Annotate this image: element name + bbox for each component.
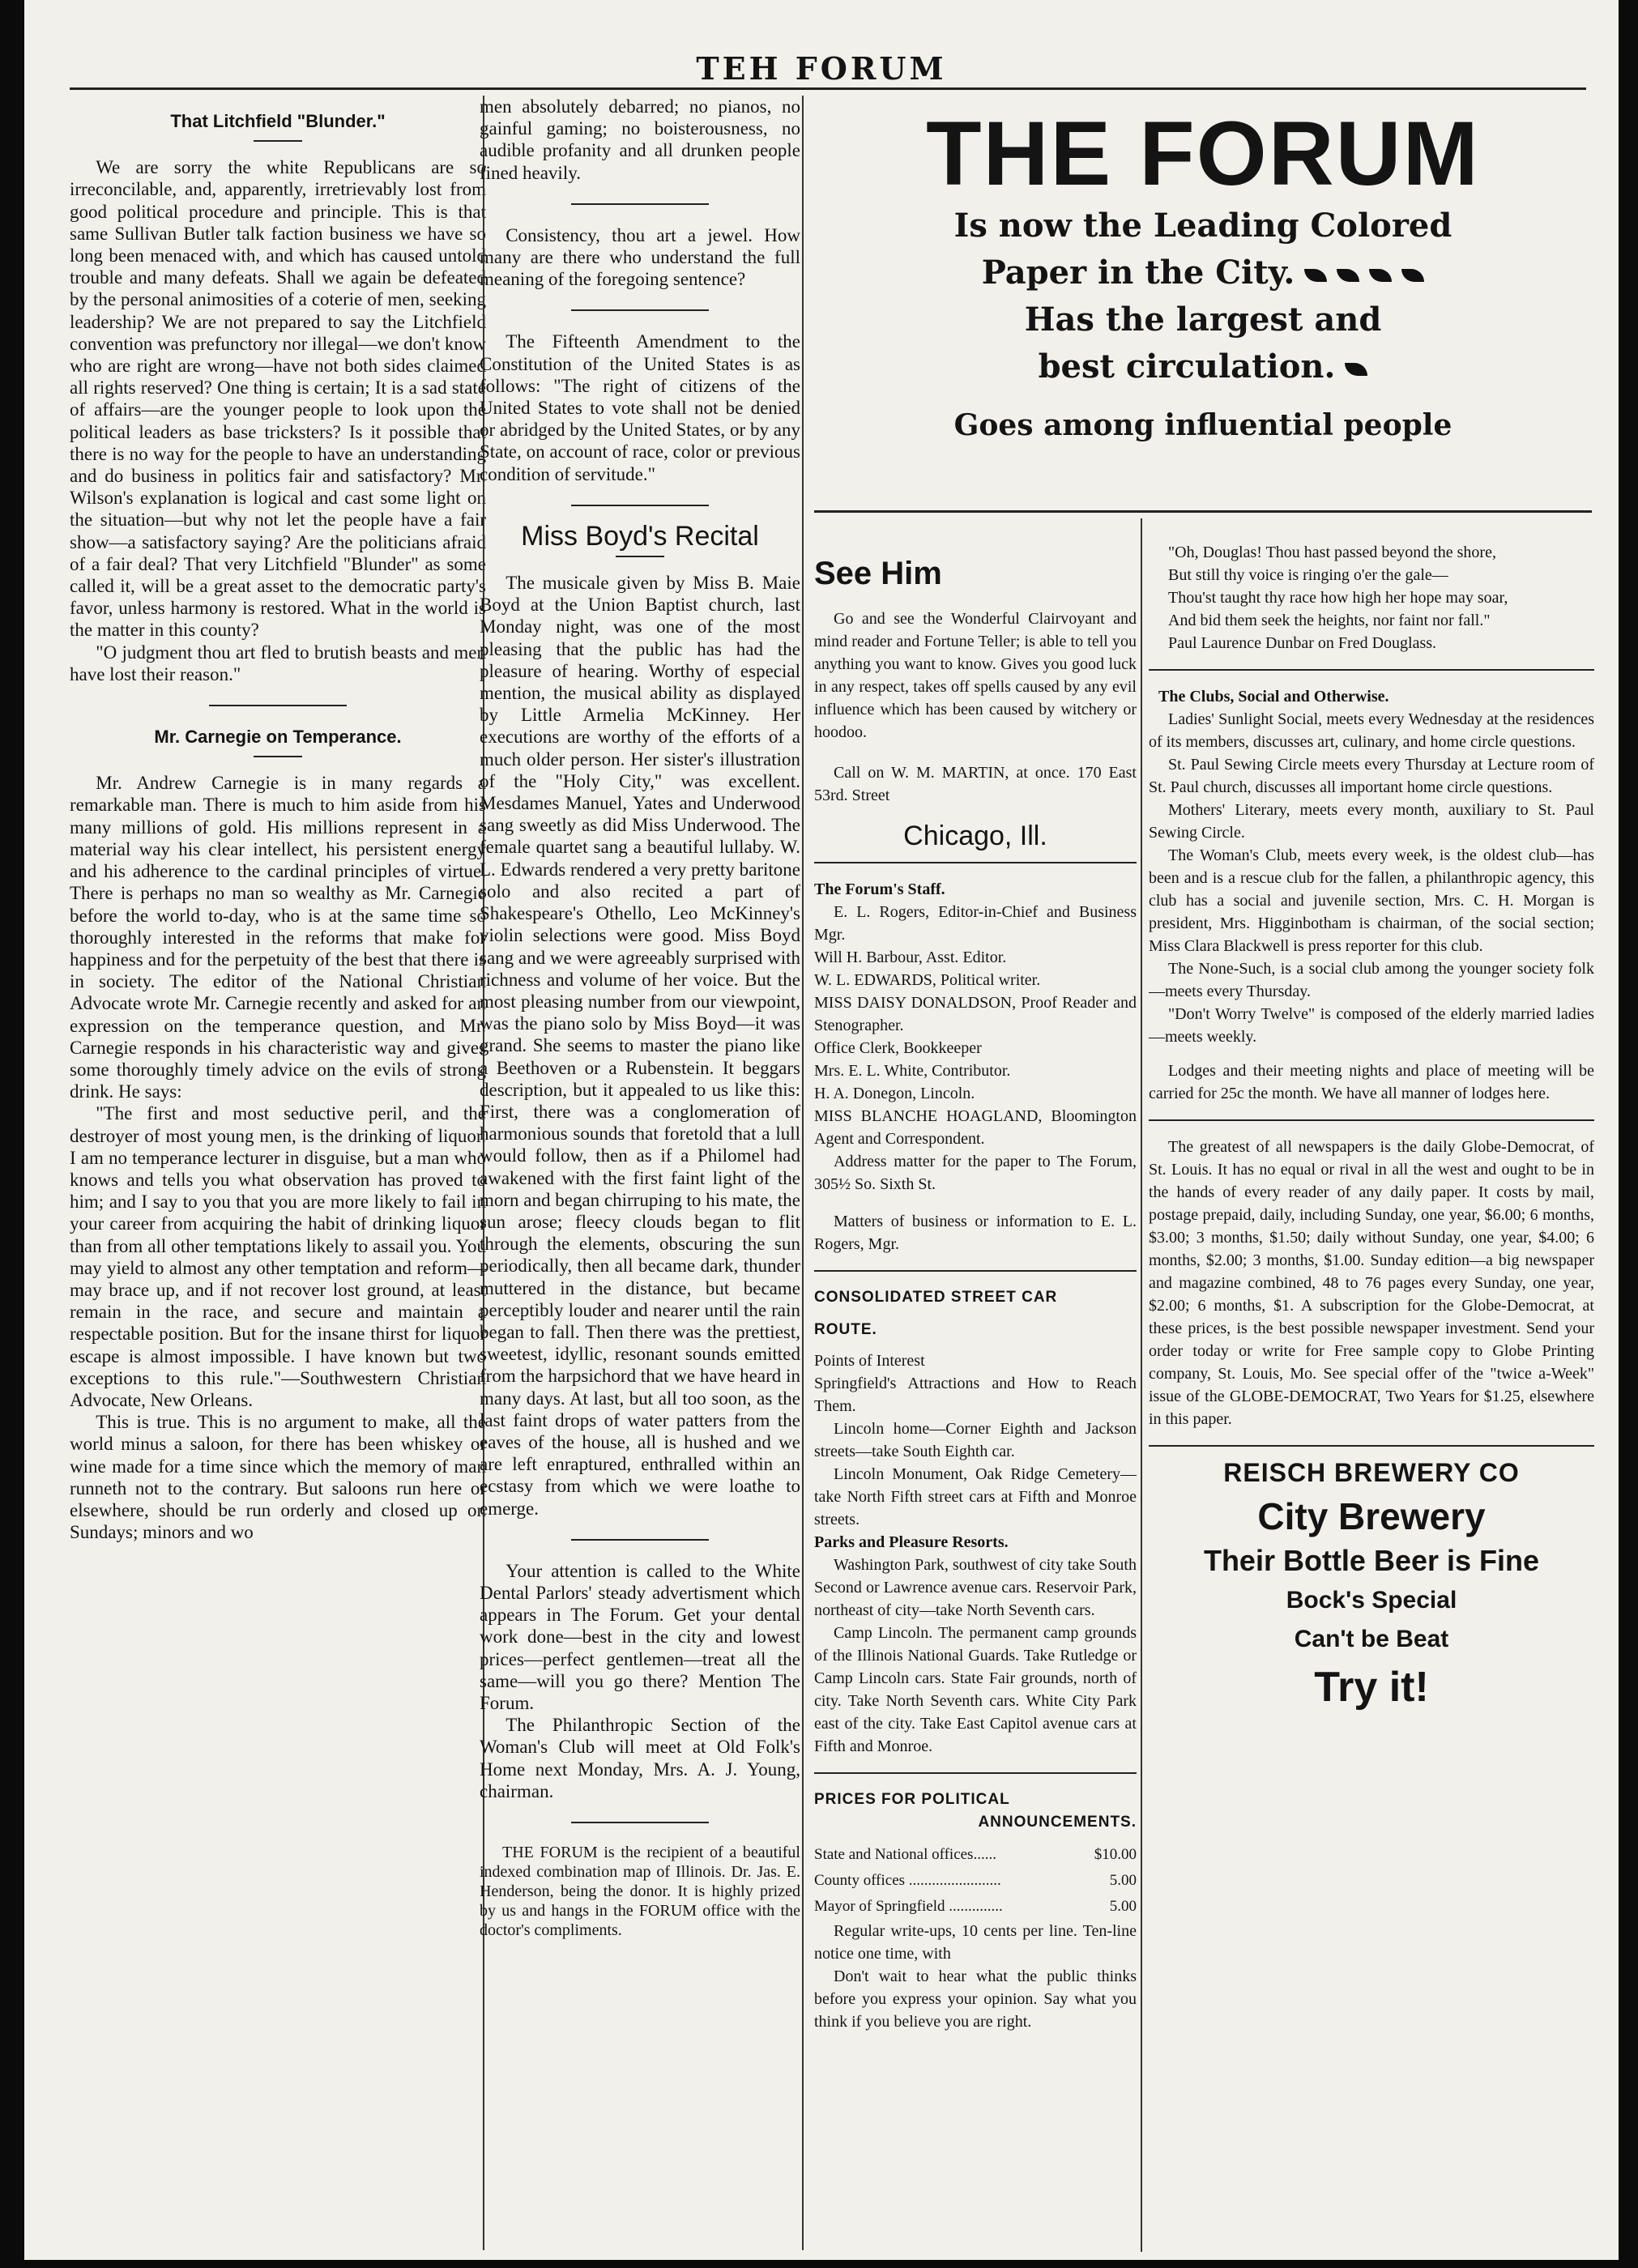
- brewery-advertisement: [1149, 1458, 1594, 1716]
- prices-table: [814, 1842, 1137, 1920]
- club-item: The Woman's Club, meets every week, is the oldest club—has been and is a rescue club for the fallen, a philanthropic agency, this club has a social and juvenile section, Mrs. C. H. Morgan is president, Mrs. Higginbotham is chairman, of the social section; Miss Clara Blackwell is press reporter for this club.: [1149, 846, 1594, 955]
- article-map: THE FORUM is the recipient of a beautiful indexed combination map of Illinois. Dr. Jas. E. Henderson, being the donor. It is highly prized by us and hangs in the FORUM office with the doctor's compliments.: [480, 1844, 800, 1940]
- brewery-line: City Brewery: [1257, 1495, 1486, 1537]
- column-1: [70, 96, 486, 2250]
- staff-line: Office Clerk, Bookkeeper: [814, 1039, 982, 1057]
- article-consistency: Consistency, thou art a jewel. How many are there who understand the full meaning of the foregoing sentence?: [480, 224, 800, 290]
- staff-line: Will H. Barbour, Asst. Editor.: [814, 949, 1007, 966]
- ad-bottom-rule: [814, 510, 1592, 513]
- newspaper-page: [24, 0, 1619, 2260]
- article-boyd-recital: The musicale given by Miss B. Maie Boyd at the Union Baptist church, last Monday night, was one of the most pleasing that the public has had the pleasure of hearing. Worthy of especial mention, the musical ability as displayed by Little Armelia McKinney. Her executions are worthy of the efforts of a much older person. Her sister's illustration of the "Holy City," was excellent. Mesdames Manuel, Yates and Underwood sang sweetly as did Miss Underwood. The female quartet sang a beautiful lullaby. W. L. Edwards rendered a very pretty baritone solo and also recited a part of Shakespeare's Othello, Leo McKinney's violin selections were good. Miss Boyd sang and we were agreeably surprised with richness and volume of her voice. But the most pleasing number from our viewpoint, was the piano solo by Miss Boyd—it was grand. She seems to master the piano like a Beethoven or a Rubenstein. It beggars description, but it appealed to us like this: First, there was a conglomeration of harmonious sounds that foretold that a lull would follow, then as if a Philomel had awakened with the first faint light of the morn and began chirruping to his mate, the sun arose; fleecy clouds began to flit through the elements, obscuring the sun periodically, then all became dark, thunder muttered in the distance, but became perceptibly louder and nearer until the rain began to fall. Then there was the prettiest, sweetest, idyllic, resonant sounds emitted from the harpsichord that we have heard in many days. At last, but all too soon, as the last faint drops of water patters from the eaves of the house, all is hushed and we are left enraptured, enthralled within an ecstasy from which we were loathe to emerge.: [480, 573, 800, 1519]
- article-fifteenth-amendment: The Fifteenth Amendment to the Constitution of the United States is as follows: "The right of citizens of the United States to vote shall not be denied or abridged by the United States, or by any State, on account of race, color or previous condition of servitude.": [480, 331, 800, 484]
- divider: [254, 756, 302, 757]
- route-line: Lincoln Monument, Oak Ridge Cemetery—take North Fifth street cars at Fifth and Monroe streets.: [814, 1465, 1137, 1528]
- price-row: County offices ........................ 5.00: [814, 1872, 1137, 1889]
- divider: [814, 1772, 1137, 1774]
- leaf-ornament-icon: [1345, 363, 1367, 376]
- staff-line: MISS DAISY DONALDSON, Proof Reader and Stenographer.: [814, 994, 1137, 1034]
- divider: [1149, 1445, 1594, 1447]
- brewery-line: Try it!: [1314, 1664, 1429, 1711]
- ad-line-4: best circulation.: [814, 343, 1592, 390]
- route-subheading: Parks and Pleasure Resorts.: [814, 1533, 1009, 1551]
- masthead-rule: [70, 87, 1586, 90]
- route-line: Lincoln home—Corner Eighth and Jackson streets—take South Eighth car.: [814, 1420, 1137, 1460]
- leaf-ornament-icon: [1304, 269, 1327, 282]
- article-litchfield-quote: "O judgment thou art fled to brutish beasts and men have lost their reason.": [70, 642, 486, 684]
- staff-line: W. L. EDWARDS, Political writer.: [814, 971, 1041, 989]
- staff-line: E. L. Rogers, Editor-in-Chief and Business Mgr.: [814, 903, 1137, 944]
- route-line: Points of Interest: [814, 1352, 925, 1370]
- poem-line: But still thy voice is ringing o'er the gale—: [1168, 566, 1448, 584]
- see-him-body: Go and see the Wonderful Clairvoyant and mind reader and Fortune Teller; is able to tell you anything you want to know. Gives you good luck in any respect, takes off spells caused by any evil influence which has been caused by witchery or hoodoo.: [814, 610, 1137, 741]
- ad-line-2: Paper in the City.: [814, 249, 1592, 296]
- article-carnegie-continued: men absolutely debarred; no pianos, no gainful gaming; no boisterousness, no audible profanity and all drunken people fined heavily.: [480, 96, 800, 183]
- chicago-heading: Chicago, Ill.: [903, 821, 1047, 851]
- headline-boyd-recital: Miss Boyd's Recital: [521, 520, 759, 552]
- clubs-heading: The Clubs, Social and Otherwise.: [1158, 688, 1389, 706]
- brewery-line: Bock's Special: [1286, 1587, 1457, 1614]
- price-row: Mayor of Springfield .............. 5.00: [814, 1898, 1137, 1915]
- headline-carnegie: Mr. Carnegie on Temperance.: [154, 727, 402, 748]
- staff-line: Mrs. E. L. White, Contributor.: [814, 1062, 1011, 1080]
- globe-democrat-ad: The greatest of all newspapers is the daily Globe-Democrat, of St. Louis. It has no equal or rival in all the west and ought to be in the hands of every reader of any daily paper. It costs by mail, postage prepaid, daily, including Sunday, one year, $6.00; 6 months, $3.00; 3 months, $1.50; daily without Sunday, one year, $4.00; 6 months, $2.00; 3 months, $1.00. Sunday edition—a big newspaper and magazine combined, 48 to 76 pages every Sunday, one year, $2.00; 6 months, $1. A subscription for the Globe-Democrat, at these prices, is the best possible newspaper investment. Send your order today or write for Free sample copy to Globe Printing company, St. Louis, Mo. See special offer of the "twice a-Week" issue of the GLOBE-DEMOCRAT, Two Years for $1.25, elsewhere in this paper.: [1149, 1138, 1594, 1428]
- masthead: TEH FORUM: [696, 50, 947, 87]
- brewery-line: Their Bottle Beer is Fine: [1203, 1544, 1540, 1577]
- ad-title: THE FORUM: [926, 103, 1480, 204]
- divider: [209, 705, 347, 706]
- column-divider: [1141, 518, 1142, 2252]
- divider: [254, 140, 302, 142]
- ad-line-3: Has the largest and: [1024, 301, 1382, 339]
- poem-line: And bid them seek the heights, nor faint nor fall.": [1168, 612, 1491, 629]
- article-dental-parlors: Your attention is called to the White Dental Parlors' steady advertisment which appears in The Forum. Get your dental work done—best in the city and lowest prices—perfect gentlemen—treat all the same—will you go there? Mention The Forum.: [480, 1560, 800, 1713]
- divider: [616, 556, 664, 557]
- staff-line: H. A. Donegon, Lincoln.: [814, 1085, 975, 1102]
- see-him-headline: See Him: [814, 556, 942, 591]
- poem-line: Thou'st taught thy race how high her hope may soar,: [1168, 589, 1508, 607]
- divider: [571, 203, 709, 205]
- leaf-ornament-icon: [1337, 269, 1359, 282]
- leaf-ornament-icon: [1401, 269, 1424, 282]
- column-2: [480, 96, 800, 2250]
- club-item: Ladies' Sunlight Social, meets every Wednesday at the residences of its members, discusses art, culinary, and home circle questions.: [1149, 710, 1594, 751]
- divider: [1149, 1119, 1594, 1121]
- route-line: Washington Park, southwest of city take South Second or Lawrence avenue cars. Reservoir Park, northeast of city—take North Seventh cars.: [814, 1556, 1137, 1619]
- forum-advertisement: [814, 96, 1592, 501]
- divider: [814, 862, 1137, 863]
- route-line: Springfield's Attractions and How to Reach Them.: [814, 1375, 1137, 1415]
- staff-line: Address matter for the paper to The Forum, 305½ So. Sixth St.: [814, 1153, 1137, 1193]
- prices-note: Regular write-ups, 10 cents per line. Ten-line notice one time, with: [814, 1922, 1137, 1963]
- staff-line: Matters of business or information to E. L. Rogers, Mgr.: [814, 1213, 1137, 1253]
- divider: [814, 1270, 1137, 1272]
- price-row: State and National offices...... $10.00: [814, 1846, 1137, 1863]
- brewery-name: REISCH BREWERY CO: [1223, 1458, 1520, 1487]
- prices-heading: ANNOUNCEMENTS.: [978, 1814, 1137, 1831]
- prices-heading: PRICES FOR POLITICAL: [814, 1791, 1010, 1808]
- headline-litchfield: That Litchfield "Blunder.": [170, 111, 386, 131]
- staff-line: MISS BLANCHE HOAGLAND, Bloomington Agent and Correspondent.: [814, 1107, 1137, 1148]
- staff-heading: The Forum's Staff.: [814, 880, 945, 898]
- column-divider: [802, 96, 804, 2250]
- club-item: St. Paul Sewing Circle meets every Thursday at Lecture room of St. Paul church, discusses all important home circle questions.: [1149, 756, 1594, 796]
- route-heading: CONSOLIDATED STREET CAR: [814, 1289, 1058, 1306]
- leaf-ornament-icon: [1369, 269, 1392, 282]
- divider: [571, 1539, 709, 1541]
- article-litchfield-body: We are sorry the white Republicans are so irreconcilable, and, apparently, irretrievably lost from good political procedure and principle. This is that same Sullivan Butler talk faction business we have so long been menaced with, and which has caused untold trouble and many defeats. Shall we again be defeated by the personal animosities of a coterie of men, seeking leadership? We are not prepared to say the Litchfield convention was prefunctory nor illegal—we don't know who are right are wrong—have not both sides claimed all rights reserved? One thing is certain; It is a sad state of affairs—are the younger people to look upon the political leaders as base tricksters? Is it possible that there is no way for the people to have an understanding and do business in politics fair and satisfactory? Mr. Wilson's explanation is logical and cast some light on the situation—but why not let the people have a fair show—a satisfactory saying? Are the politicians afraid of a fair deal? That very Litchfield "Blunder" as some called it, will be a great asset to the democratic party's favor, unless harmony is restored. What in the world is the matter in this county?: [70, 157, 486, 641]
- prices-note: Don't wait to hear what the public thinks before you express your opinion. Say what you think if you believe you are right.: [814, 1967, 1137, 2031]
- article-philanthropic: The Philanthropic Section of the Woman's Club will meet at Old Folk's Home next Monday, Mrs. A. J. Young, chairman.: [480, 1715, 800, 1801]
- see-him-address: Call on W. M. MARTIN, at once. 170 East 53rd. Street: [814, 764, 1137, 804]
- divider: [571, 309, 709, 311]
- article-carnegie-comment: This is true. This is no argument to make, all the world minus a saloon, for there has been whiskey or wine made for a time since which the memory of man runneth not to the contrary. But saloons run here or elsewhere, should be run orderly and closed up on Sundays; minors and wo: [70, 1412, 486, 1543]
- ad-line-1: Is now the Leading Colored: [953, 207, 1452, 245]
- poem-attribution: Paul Laurence Dunbar on Fred Douglass.: [1168, 634, 1437, 652]
- column-3: [814, 518, 1137, 2252]
- route-heading: ROUTE.: [814, 1321, 877, 1338]
- column-4: [1149, 518, 1594, 2252]
- ad-line-5: Goes among influential people: [953, 408, 1452, 442]
- club-item: The None-Such, is a social club among the younger society folk—meets every Thursday.: [1149, 960, 1594, 1000]
- divider: [1149, 669, 1594, 671]
- article-carnegie-body: Mr. Andrew Carnegie is in many regards a remarkable man. There is much to him aside from his many millions of gold. His millions represent in a material way his clear intellect, his persistent energy and his adherence to the cardinal principles of virtue. There is perhaps no man so wealthy as Mr. Carnegie before the world to-day, who is at the same time so thoroughly interested in the reforms that make for happiness and for the perpetuity of the best that there is in society. The editor of the National Christian Advocate wrote Mr. Carnegie recently and asked for an expression on the temperance question, and Mr. Carnegie responds in his characteristic way and gives some thoroughly timely advice on the evils of strong drink. He says:: [70, 773, 486, 1102]
- poem-line: "Oh, Douglas! Thou hast passed beyond the shore,: [1168, 544, 1496, 561]
- article-carnegie-quote: "The first and most seductive peril, and the destroyer of most young men, is the drinking of liquor. I am no temperance lecturer in disguise, but a man who knows and tells you what observation has proved to him; and I say to you that you are more likely to fail in your career from acquiring the habit of drinking liquor than from all other temptations likely to assail you. You may yield to almost any other temptation and reform—may brace up, and if not recover lost ground, at least remain in the race, and secure and maintain a respectable position. But for the insane thirst for liquor escape is almost impossible. I have known but two exceptions to this rule."—Southwestern Christian Advocate, New Orleans.: [70, 1103, 486, 1410]
- divider: [571, 1822, 709, 1823]
- divider: [571, 505, 709, 506]
- brewery-line: Can't be Beat: [1294, 1626, 1449, 1652]
- route-line: Camp Lincoln. The permanent camp grounds of the Illinois National Guards. Take Rutledge or Camp Lincoln cars. State Fair grounds, north of city. Take North Seventh cars. White City Park east of the city. Take East Capitol avenue cars at Fifth and Monroe.: [814, 1624, 1137, 1755]
- club-item: "Don't Worry Twelve" is composed of the elderly married ladies—meets weekly.: [1149, 1005, 1594, 1046]
- club-item: Lodges and their meeting nights and place of meeting will be carried for 25c the month. We have all manner of lodges here.: [1149, 1062, 1594, 1102]
- club-item: Mothers' Literary, meets every month, auxiliary to St. Paul Sewing Circle.: [1149, 801, 1594, 842]
